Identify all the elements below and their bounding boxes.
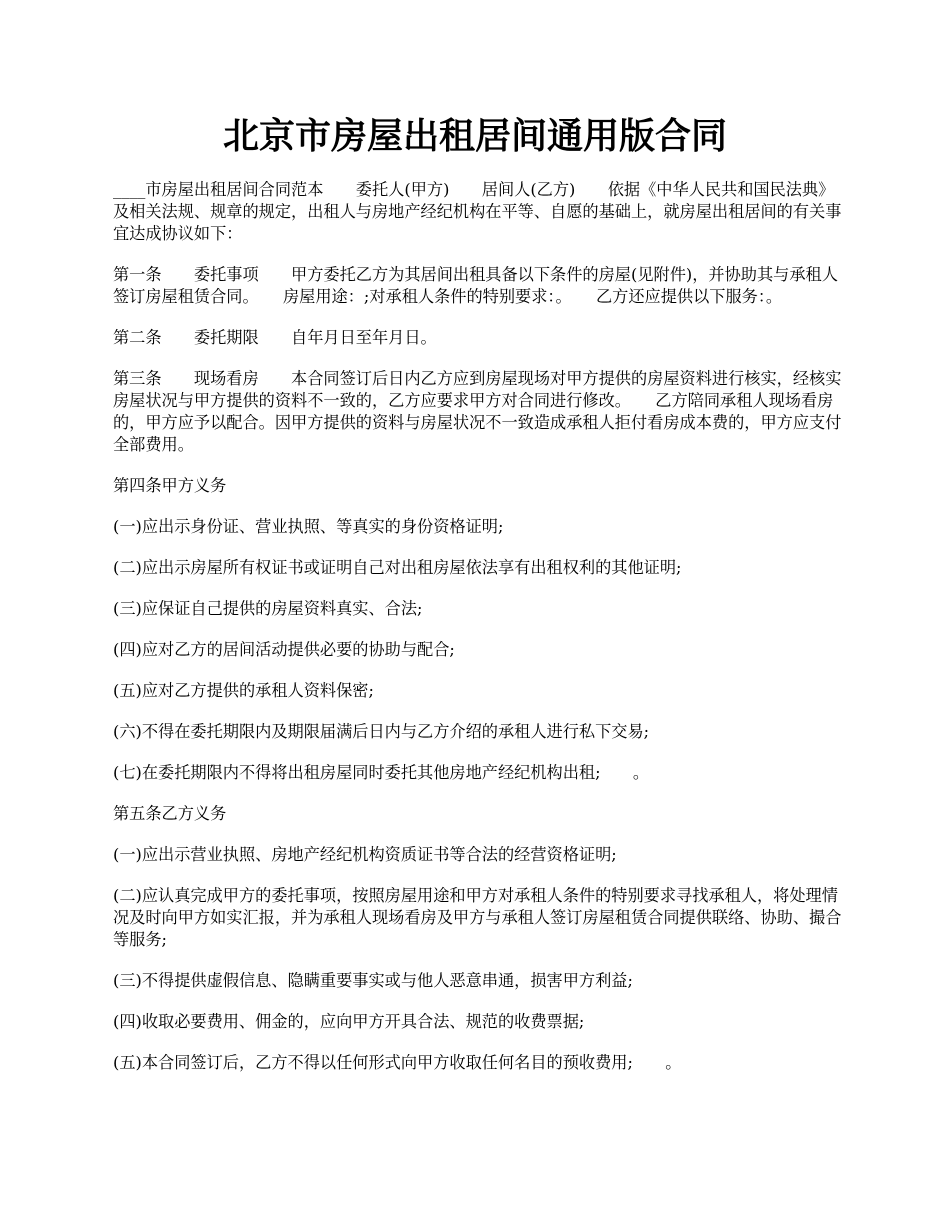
list-item: (四)收取必要费用、佣金的，应向甲方开具合法、规范的收费票据; [113,1012,585,1031]
paragraph-article-1: 第一条 委托事项 甲方委托乙方为其居间出租具备以下条件的房屋(见附件)，并协助其与承租人签订房屋租赁合同。 房屋用途：;对承租人条件的特别要求：。 乙方还应提供以下服务：。 [113,265,838,306]
list-item: (五)应对乙方提供的承租人资料保密; [113,681,374,700]
paragraph-article-2: 第二条 委托期限 自年月日至年月日。 [113,328,437,347]
paragraph-article-3: 第三条 现场看房 本合同签订后日内乙方应到房屋现场对甲方提供的房屋资料进行核实，经核实房屋状况与甲方提供的资料不一致的，乙方应要求甲方对合同进行修改。 乙方陪同承租人现场看房的，甲方应予以配合。因甲方提供的资料与房屋状况不一致造成承租人拒付看房成本费的，甲方应支付全部费用。 [113,369,842,454]
list-item: (三)应保证自己提供的房屋资料真实、合法; [113,599,423,618]
list-item: (三)不得提供虚假信息、隐瞒重要事实或与他人恶意串通，损害甲方利益; [113,971,633,990]
list-item: (七)在委托期限内不得将出租房屋同时委托其他房地产经纪机构出租; 。 [113,763,650,782]
list-item: (一)应出示身份证、营业执照、等真实的身份资格证明; [113,517,504,536]
document-title: 北京市房屋出租居间通用版合同 [222,115,727,157]
heading-article-4: 第四条甲方义务 [113,476,227,495]
document-body [113,179,848,1093]
list-item: (四)应对乙方的居间活动提供必要的协助与配合; [113,640,455,659]
list-item: (六)不得在委托期限内及期限届满后日内与乙方介绍的承租人进行私下交易; [113,722,650,741]
list-item: (一)应出示营业执照、房地产经纪机构资质证书等合法的经营资格证明; [113,845,617,864]
heading-article-5: 第五条乙方义务 [113,804,227,823]
list-item: (二)应出示房屋所有权证书或证明自己对出租房屋依法享有出租权利的其他证明; [113,558,682,577]
list-item: (二)应认真完成甲方的委托事项，按照房屋用途和甲方对承租人条件的特别要求寻找承租人，将处理情况及时向甲方如实汇报，并为承租人现场看房及甲方与承租人签订房屋租赁合同提供联络、协助、撮合等服务; [113,886,842,949]
list-item: (五)本合同签订后，乙方不得以任何形式向甲方收取任何名目的预收费用; 。 [113,1053,682,1072]
paragraph-intro: ____市房屋出租居间合同范本 委托人(甲方) 居间人(乙方) 依据《中华人民共和国民法典》及相关法规、规章的规定，出租人与房地产经纪机构在平等、自愿的基础上，就房屋出租居间的有关事宜达成协议如下： [113,180,842,243]
